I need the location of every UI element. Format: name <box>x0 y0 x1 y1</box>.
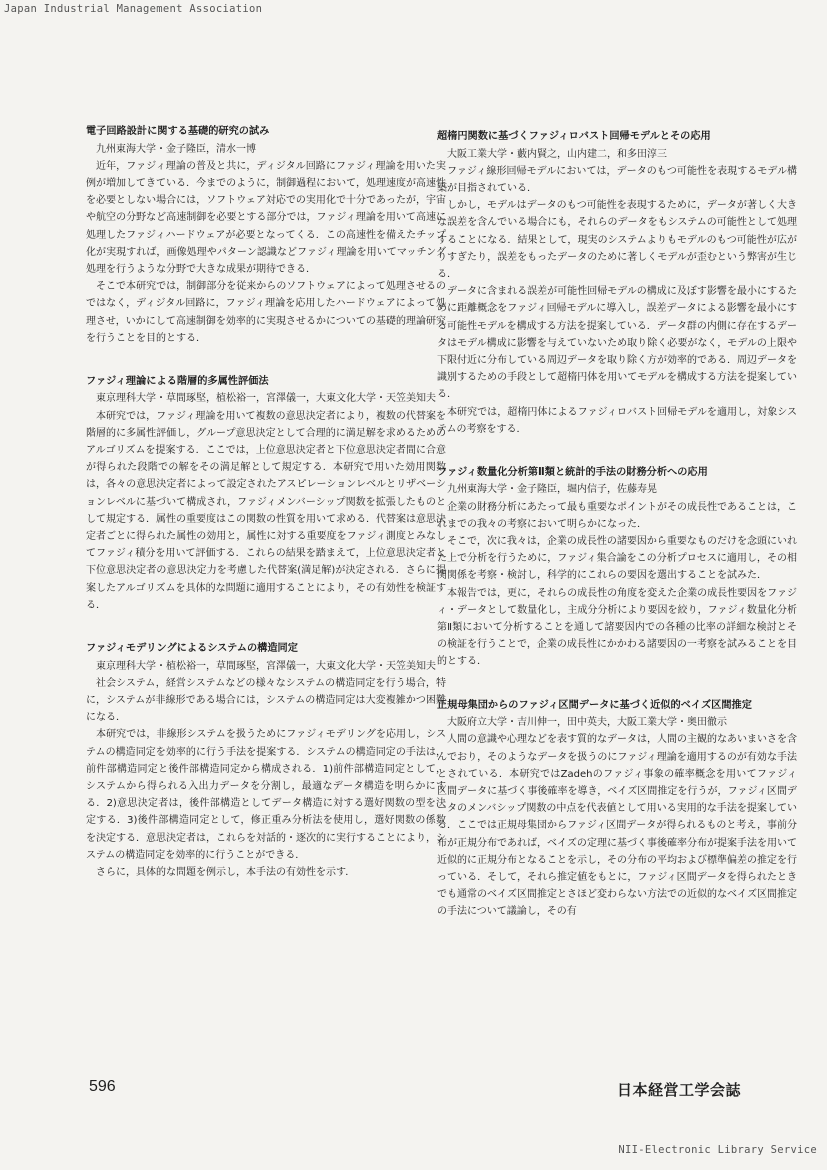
article-paragraph: 人間の意識や心理などを表す質的なデータは，人間の主観的なあいまいさを含んでおり，そのようなデータを扱うのにファジィ理論を適用するのが有効な手法とされている．本研究ではZadehのファジィ事象の確率概念を用いてファジィ区間データに基づく事後確率を導き，ベイズ区間推定を行うが，ファジィ区間データのメンバシップ関数の中点を代表値として用いる実用的な手法を提案している．ここでは正規母集団からファジィ区間データが得られるものと考え，事前分布が正規分布であれば，ベイズの定理に基づく事後確率分布が提案手法を用いて近似的に正規分布となることを示し，その分布の平均および標準偏差の推定を行っている．そして，それら推定値をもとに，ファジィ区間データを得られたときでも通常のベイズ区間推定とさほど変わらない方法での近似的なベイズ区間推定の手法について議論し，その有 <box>437 734 797 918</box>
article-paragraph: 社会システム，経営システムなどの様々なシステムの構造同定を行う場合，特に，システムが非線形である場合には，システムの構造同定は大変複雑かつ困難になる． <box>86 677 446 724</box>
article-title: ファジィモデリングによるシステムの構造同定 <box>86 643 298 655</box>
article-paragraph: 本報告では，更に，それらの成長性の角度を変えた企業の成長性要因をファジィ・データとして数量化し，主成分分析により要因を絞り，ファジィ数量化分析第Ⅱ類において分析することを通して諸要因内での各種の比率の詳細な検討とその検証を行うことで，企業の成長性にかかわる諸要因の一考察を試みることを目的とする． <box>437 587 797 668</box>
article-title: 超楕円関数に基づくファジィロバスト回帰モデルとその応用 <box>437 131 711 142</box>
article-paragraph: しかし，モデルはデータのもつ可能性を表現するために，データが著しく大きな誤差を含んでいる場合にも，それらのデータをもシステムの可能性として処理することになる．結果として，現実のシステムよりもモデルのもつ可能性が広がりすぎたり，誤差をもったデータのために著しくモデルが歪むという弊害が生じる． <box>437 200 797 280</box>
article-title: ファジィ理論による階層的多属性評価法 <box>86 375 269 387</box>
article-paragraph: 企業の財務分析にあたって最も重要なポイントがその成長性であることは，これまでの我々の考察において明らかになった． <box>437 501 797 530</box>
library-service-footer: NII-Electronic Library Service <box>618 1144 817 1156</box>
article-paragraph: そこで，次に我々は，企業の成長性の諸要因から重要なものだけを念頭にいれた上で分析を行うために，ファジィ集合論をこの分析プロセスに適用し，その相関関係を考察・検討し，科学的にこれらの要因を選出することを試みた． <box>437 536 797 582</box>
right-column <box>437 128 797 947</box>
journal-name: 日本経営工学会誌 <box>617 1081 742 1099</box>
article-authors: 九州東海大学・金子隆臣，清水一博 <box>96 143 256 155</box>
article-paragraph: そこで本研究では，制御部分を従来からのソフトウェアによって処理させるのではなく，ディジタル回路に，ファジィ理論を応用したハードウェアによって処理させ，いかにして高速制御を効率的に実現させるかについての基礎的理論研究を行うことを目的とする． <box>86 281 446 344</box>
article-title: 電子回路設計に関する基礎的研究の試み <box>86 126 270 137</box>
article <box>86 123 446 347</box>
article-paragraph: 本研究では，非線形システムを扱うためにファジィモデリングを応用し，システムの構造同定を効率的に行う手法を提案する．システムの構造同定の手法は，前件部構造同定と後件部構造同定から構成される．1)前件部構造同定として，システムから得られる入出力データを分割し，最適なデータ構造を明らかにする．2)意思決定者は，後件部構造としてデータ構造に対する選好関数の型を決定する．3)後件部構造同定として，修正重み分析法を使用し，選好関数の係数を決定する．意思決定者は，これらを対話的・逐次的に実行することにより，システムの構造同定を効率的に行うことができる． <box>86 729 446 861</box>
article-paragraph: さらに，具体的な問題を例示し，本手法の有効性を示す． <box>96 867 356 879</box>
article-authors: 大阪工業大学・藪内賢之，山内建二，和多田淳三 <box>447 148 667 160</box>
article-authors: 大阪府立大学・吉川伸一，田中英夫，大阪工業大学・奥田徹示 <box>447 717 727 729</box>
article-authors: 東京理科大学・植松裕一，草間琢堅，宮澤儀一，大東文化大学・天笠美知夫 <box>96 660 436 672</box>
article-paragraph: 近年，ファジィ理論の普及と共に，ディジタル回路にファジィ理論を用いた実例が増加してきている．今までのように，制御過程において，処理速度が高速性を必要としない場合には，ソフトウェア対応での実用化で十分であったが，宇宙や航空の分野など高速制御を必要とする部分では，ファジィ理論を用いて高速に処理したファジィハードウェアが必要となってくる．この高速性を備えたチップ化が実現すれば，画像処理やパターン認識などファジィ理論を用いてマッチング処理を行うような分野で大きな成果が期待できる． <box>86 160 446 275</box>
article-paragraph: データに含まれる誤差が可能性回帰モデルの構成に及ぼす影響を最小にするために距離概念をファジィ回帰モデルに導入し，誤差データによる影響を最小にする可能性モデルを構成する方法を提案している．データ群の内側に存在するデータはモデル構成に影響を与えていないため取り除く必要がなく，モデルの上限や下限付近に分布している周辺データを取り除く方が効率的である．周辺データを識別するための手段として超楕円体を用いてモデルを構成する方法を提案している． <box>437 286 797 401</box>
article-authors: 東京理科大学・草間琢堅，植松裕一，宮澤儀一，大東文化大学・天笠美知夫 <box>96 393 436 405</box>
page-number: 596 <box>89 1078 116 1095</box>
article <box>437 464 797 671</box>
association-header: Japan Industrial Management Association <box>4 3 263 15</box>
article-paragraph: 本研究では，ファジィ理論を用いて複数の意思決定者により，複数の代替案を階層的に多属性評価し，グループ意思決定として合理的に満足解を求めるためのアルゴリズムを提案する．ここでは，上位意思決定者と下位意思決定者間に合意が得られた段階での解をその満足解として規定する．本研究で用いた効用関数は，各々の意思決定者によって設定されたアスピレーションレベルとリザベーションレベルに基づいて構成され，ファジィメンバーシップ関数を拡張したものとして規定する．属性の重要度はこの関数の性質を用いて求める．代替案は意思決定者ごとに得られた属性の効用と，属性に対する重要度をファジィ測度とみなしてファジィ積分を用いて評価する．これらの結果を踏まえて，上位意思決定者と下位意思決定者の意思決定力を考慮した代替案(満足解)が決定される．さらに提案したアルゴリズムを具体的な問題に適用することにより，その有効性を検証する． <box>86 410 446 611</box>
article-paragraph: 本研究では，超楕円体によるファジィロバスト回帰モデルを適用し，対象システムの考察をする． <box>437 406 797 435</box>
article <box>437 128 797 438</box>
article <box>86 640 446 881</box>
article <box>437 697 797 921</box>
article <box>86 373 446 614</box>
left-column <box>86 123 446 907</box>
article-authors: 九州東海大学・金子隆臣，堀内信子，佐藤寿晃 <box>447 484 657 496</box>
article-title: ファジィ数量化分析第Ⅱ類と統計的手法の財務分析への応用 <box>437 466 708 478</box>
article-title: 正規母集団からのファジィ区間データに基づく近似的ベイズ区間推定 <box>437 699 752 711</box>
article-paragraph: ファジィ線形回帰モデルにおいては，データのもつ可能性を表現するモデル構築が目指されている． <box>437 165 797 194</box>
